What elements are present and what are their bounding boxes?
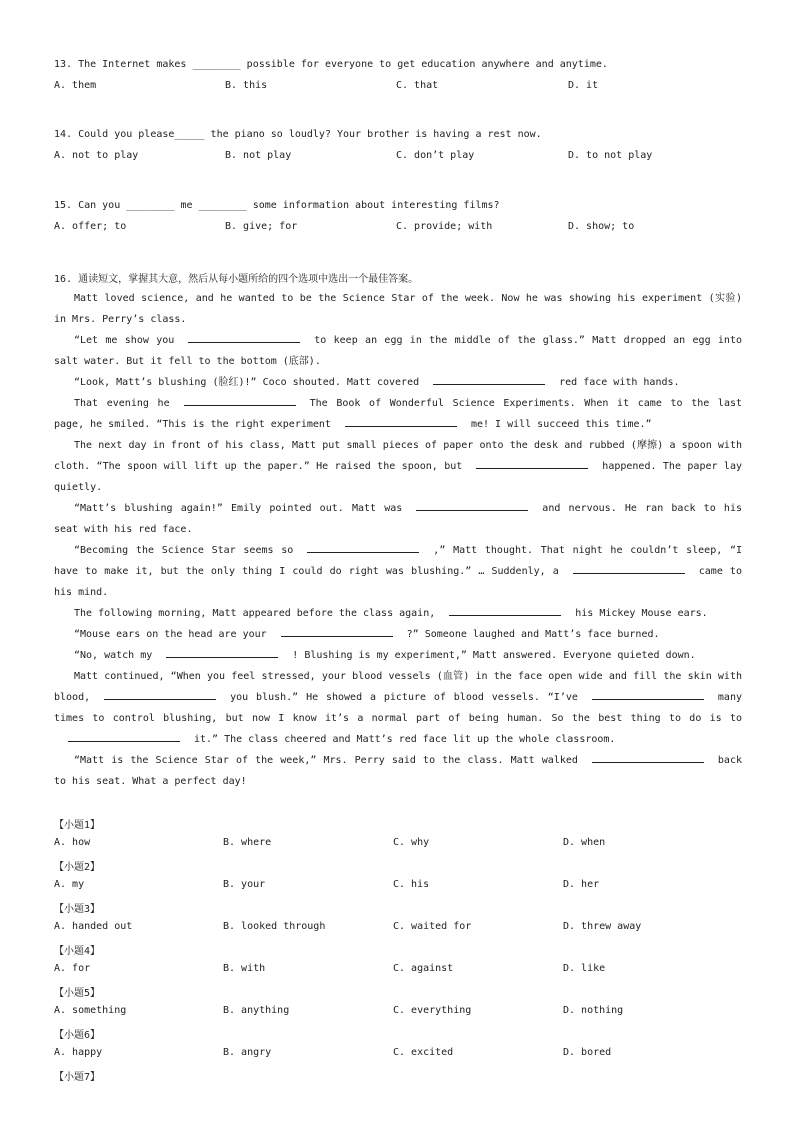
cloze-blank-9 bbox=[449, 606, 561, 616]
sub2-option-a: A. my bbox=[54, 879, 85, 890]
sub5-option-b: B. anything bbox=[223, 1005, 290, 1016]
cloze-blank-12 bbox=[104, 690, 216, 700]
sub2-option-d: D. her bbox=[563, 879, 600, 890]
q15-blank-2: ________ bbox=[198, 200, 247, 211]
passage-paragraph-8 bbox=[54, 603, 742, 624]
passage-paragraph-5 bbox=[54, 435, 742, 498]
passage-text: it.” The class cheered and Matt’s red face lit up the whole classroom. bbox=[194, 734, 616, 745]
q13-stem-end: possible for everyone to get education anywhere and anytime. bbox=[240, 59, 608, 70]
passage-text: you blush.” He showed a picture of blood vessels. “I’ve bbox=[230, 692, 578, 703]
passage-text: his Mickey Mouse ears. bbox=[575, 608, 708, 619]
passage-text: many times to control blushing, but now I know it’s a normal part of being human. So the best thing to do is to bbox=[54, 692, 742, 724]
subquestion-3-label: 【小题3】 bbox=[54, 904, 101, 915]
q13-stem-start: 13. The Internet makes bbox=[54, 59, 193, 70]
passage-paragraph-3 bbox=[54, 372, 742, 393]
q15-option-d: D. show; to bbox=[568, 221, 635, 232]
question-16-instruction: 16. 通读短文，掌握其大意，然后从每小题所给的四个选项中选出一个最佳答案。 bbox=[54, 274, 419, 285]
sub3-option-d: D. threw away bbox=[563, 921, 642, 932]
q13-blank: ________ bbox=[192, 59, 241, 70]
q15-blank-1: ________ bbox=[126, 200, 175, 211]
subquestion-1-label: 【小题1】 bbox=[54, 820, 101, 831]
q15-stem-end: some information about interesting films? bbox=[246, 200, 500, 211]
cloze-blank-5 bbox=[476, 459, 588, 469]
subquestion-3-options bbox=[54, 921, 742, 935]
q13-option-a: A. them bbox=[54, 80, 97, 91]
subquestion-2-label: 【小题2】 bbox=[54, 862, 101, 873]
passage-text: red face with hands. bbox=[559, 377, 680, 388]
passage-text: me! I will succeed this time.” bbox=[470, 419, 652, 430]
subquestion-4-label: 【小题4】 bbox=[54, 946, 101, 957]
q13-option-d: D. it bbox=[568, 80, 599, 91]
passage-text: ,” Matt thought. That night he couldn’t sleep, “I have to make it, but the only thing I could do right was blushing.” … Suddenly, a bbox=[54, 545, 743, 577]
q15-option-b: B. give; for bbox=[225, 221, 298, 232]
q13-option-c: C. that bbox=[396, 80, 439, 91]
q13-options bbox=[54, 80, 742, 94]
passage-paragraph-4 bbox=[54, 393, 742, 435]
sub4-option-a: A. for bbox=[54, 963, 91, 974]
passage-text: to keep an egg in the middle of the glass.” Matt dropped an egg into salt water. But it fell to the bottom (底部). bbox=[54, 335, 742, 367]
sub4-option-b: B. with bbox=[223, 963, 266, 974]
passage-paragraph-1 bbox=[54, 288, 742, 330]
sub1-option-b: B. where bbox=[223, 837, 272, 848]
sub1-option-a: A. how bbox=[54, 837, 91, 848]
sub2-option-b: B. your bbox=[223, 879, 266, 890]
cloze-blank-2 bbox=[433, 375, 545, 385]
q14-option-c: C. don’t play bbox=[396, 150, 475, 161]
q15-stem-mid: me bbox=[174, 200, 199, 211]
passage-paragraph-9 bbox=[54, 624, 742, 645]
passage-text: Matt continued, “When you feel stressed, your blood vessels (血管) in the face open wide and fill the skin with blood, bbox=[54, 671, 742, 703]
passage-paragraph-7 bbox=[54, 540, 742, 603]
passage-text: The next day in front of his class, Matt put small pieces of paper onto the desk and rubbed (摩擦) a spoon with cloth. “The spoon will lift up the paper.” He raised the spoon, but bbox=[54, 440, 742, 472]
question-15 bbox=[54, 200, 742, 211]
passage-text: “Let me show you bbox=[74, 335, 175, 346]
passage-text: “No, watch my bbox=[74, 650, 153, 661]
sub3-option-a: A. handed out bbox=[54, 921, 133, 932]
sub5-option-a: A. something bbox=[54, 1005, 127, 1016]
subquestion-1-options bbox=[54, 837, 742, 851]
passage-paragraph-10 bbox=[54, 645, 742, 666]
subquestion-5-label: 【小题5】 bbox=[54, 988, 101, 999]
q14-option-b: B. not play bbox=[225, 150, 292, 161]
passage-text: The following morning, Matt appeared before the class again, bbox=[74, 608, 436, 619]
cloze-blank-14 bbox=[68, 732, 180, 742]
passage-text: The Book of Wonderful Science Experiments. When it came to the last page, he smiled. “This is the right experiment bbox=[54, 398, 743, 430]
cloze-passage bbox=[54, 288, 742, 792]
sub3-option-c: C. waited for bbox=[393, 921, 472, 932]
cloze-blank-8 bbox=[573, 564, 685, 574]
cloze-blank-11 bbox=[166, 648, 278, 658]
sub6-option-a: A. happy bbox=[54, 1047, 103, 1058]
passage-text: happened. The paper lay quietly. bbox=[54, 461, 742, 493]
cloze-blank-6 bbox=[416, 501, 528, 511]
cloze-blank-3 bbox=[184, 396, 296, 406]
passage-text: “Matt is the Science Star of the week,” Mrs. Perry said to the class. Matt walked bbox=[74, 755, 578, 766]
passage-text: “Matt’s blushing again!” Emily pointed out. Matt was bbox=[74, 503, 403, 514]
cloze-blank-4 bbox=[345, 417, 457, 427]
subquestion-7-label: 【小题7】 bbox=[54, 1072, 101, 1083]
sub6-option-b: B. angry bbox=[223, 1047, 272, 1058]
passage-text: “Look, Matt’s blushing (脸红)!” Coco shouted. Matt covered bbox=[74, 377, 420, 388]
subquestion-4-options bbox=[54, 963, 742, 977]
passage-text: “Mouse ears on the head are your bbox=[74, 629, 267, 640]
sub2-option-c: C. his bbox=[393, 879, 430, 890]
q14-options bbox=[54, 150, 742, 164]
sub6-option-d: D. bored bbox=[563, 1047, 612, 1058]
q15-stem-start: 15. Can you bbox=[54, 200, 127, 211]
q15-option-c: C. provide; with bbox=[396, 221, 493, 232]
sub1-option-c: C. why bbox=[393, 837, 430, 848]
q14-option-d: D. to not play bbox=[568, 150, 653, 161]
q13-option-b: B. this bbox=[225, 80, 268, 91]
cloze-blank-1 bbox=[188, 333, 300, 343]
subquestion-5-options bbox=[54, 1005, 742, 1019]
passage-text: Matt loved science, and he wanted to be the Science Star of the week. Now he was showing his experiment (实验) in Mrs. Perry’s class. bbox=[54, 293, 742, 325]
cloze-blank-10 bbox=[281, 627, 393, 637]
passage-text: ?” Someone laughed and Matt’s face burned. bbox=[406, 629, 660, 640]
passage-text: came to his mind. bbox=[54, 566, 742, 598]
q15-option-a: A. offer; to bbox=[54, 221, 127, 232]
sub5-option-c: C. everything bbox=[393, 1005, 472, 1016]
sub5-option-d: D. nothing bbox=[563, 1005, 624, 1016]
sub3-option-b: B. looked through bbox=[223, 921, 326, 932]
sub4-option-d: D. like bbox=[563, 963, 606, 974]
passage-paragraph-12 bbox=[54, 750, 742, 792]
passage-text: and nervous. He ran back to his seat with his red face. bbox=[54, 503, 742, 535]
q14-blank: _____ bbox=[174, 129, 205, 140]
subquestion-6-options bbox=[54, 1047, 742, 1061]
q15-options bbox=[54, 221, 742, 235]
question-14 bbox=[54, 129, 742, 140]
passage-text: That evening he bbox=[74, 398, 170, 409]
passage-text: “Becoming the Science Star seems so bbox=[74, 545, 294, 556]
passage-text: back to his seat. What a perfect day! bbox=[54, 755, 742, 787]
sub4-option-c: C. against bbox=[393, 963, 454, 974]
cloze-blank-7 bbox=[307, 543, 419, 553]
cloze-blank-13 bbox=[592, 690, 704, 700]
q14-stem-end: the piano so loudly? Your brother is having a rest now. bbox=[204, 129, 542, 140]
q14-stem-start: 14. Could you please bbox=[54, 129, 175, 140]
question-13 bbox=[54, 59, 742, 70]
sub1-option-d: D. when bbox=[563, 837, 606, 848]
subquestion-6-label: 【小题6】 bbox=[54, 1030, 101, 1041]
subquestion-2-options bbox=[54, 879, 742, 893]
sub6-option-c: C. excited bbox=[393, 1047, 454, 1058]
q14-option-a: A. not to play bbox=[54, 150, 139, 161]
passage-paragraph-6 bbox=[54, 498, 742, 540]
cloze-blank-15 bbox=[592, 753, 704, 763]
passage-paragraph-2 bbox=[54, 330, 742, 372]
passage-paragraph-11 bbox=[54, 666, 742, 750]
passage-text: ! Blushing is my experiment,” Matt answered. Everyone quieted down. bbox=[292, 650, 696, 661]
